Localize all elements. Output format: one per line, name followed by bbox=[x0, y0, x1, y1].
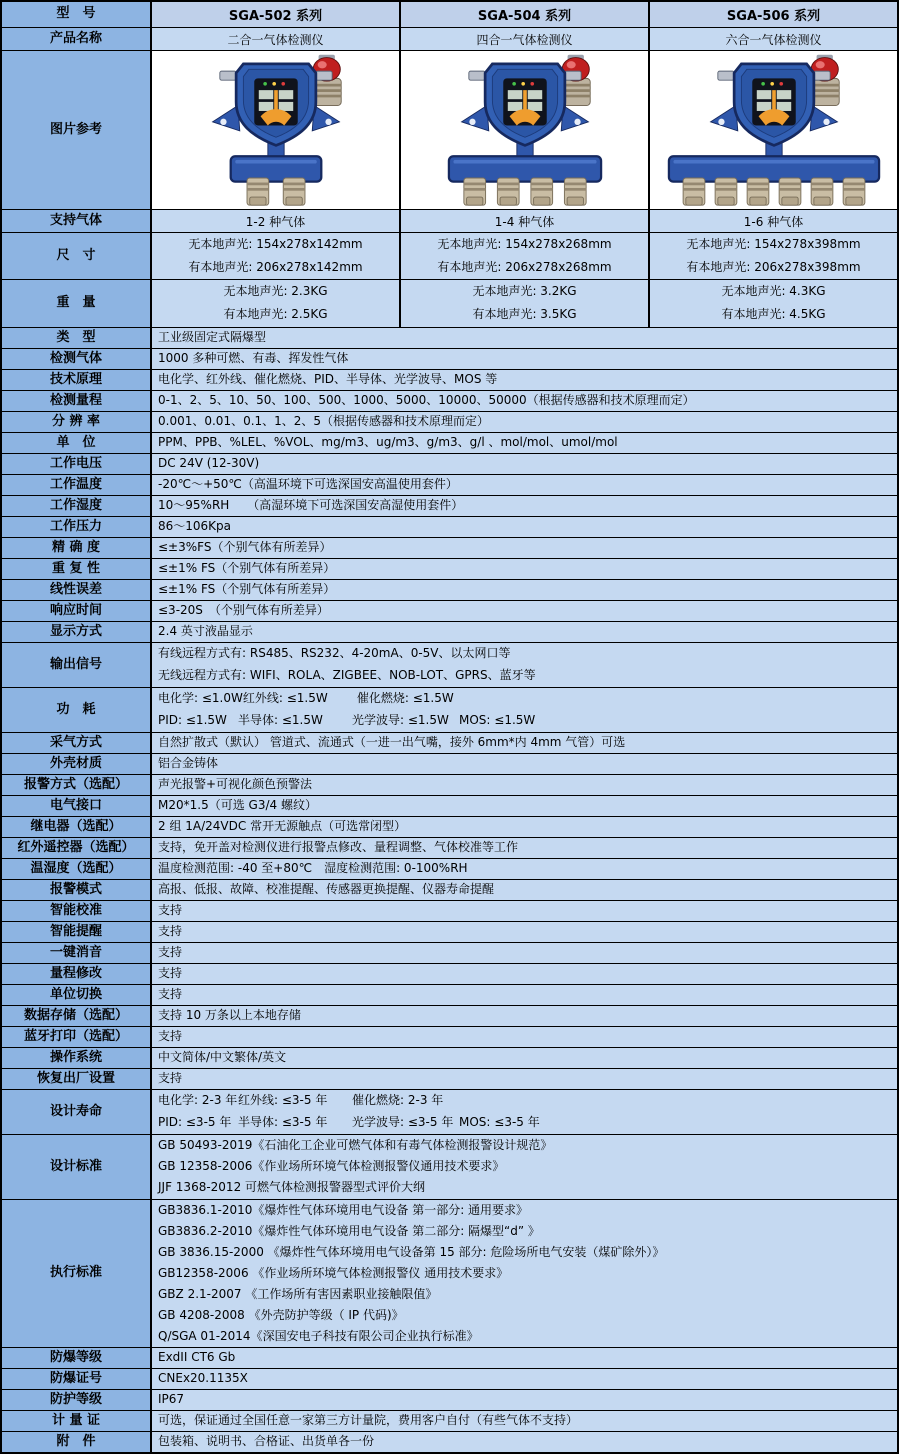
spec-label: 报警模式 bbox=[2, 880, 152, 900]
spec-label: 温湿度（选配） bbox=[2, 859, 152, 879]
spec-value-text: GB3836.1-2010《爆炸性气体环境用电气设备 第一部分: 通用要求》 bbox=[158, 1202, 529, 1217]
spec-row bbox=[2, 754, 897, 775]
spec-value bbox=[152, 733, 897, 753]
spec-row bbox=[2, 838, 897, 859]
product-image-sga504 bbox=[401, 51, 650, 209]
spec-label: 继电器（选配） bbox=[2, 817, 152, 837]
spec-value bbox=[152, 559, 897, 579]
gas-detector-illustration bbox=[662, 53, 886, 207]
spec-label: 设计寿命 bbox=[2, 1090, 152, 1134]
spec-row bbox=[2, 901, 897, 922]
spec-value bbox=[152, 349, 897, 369]
supported-gas-label: 支持气体 bbox=[2, 210, 152, 232]
spec-value-text: 光学波导: ≤3-5 年 bbox=[352, 1115, 454, 1130]
spec-value-text: IP67 bbox=[158, 1392, 185, 1407]
product-name-row bbox=[2, 28, 897, 51]
spec-row bbox=[2, 1432, 897, 1452]
spec-label: 一键消音 bbox=[2, 943, 152, 963]
spec-row bbox=[2, 859, 897, 880]
spec-value bbox=[152, 922, 897, 942]
spec-value bbox=[152, 1027, 897, 1047]
spec-value-text: GB12358-2006 《作业场所环境气体检测报警仪 通用技术要求》 bbox=[158, 1265, 509, 1280]
spec-value-text: PID: ≤3-5 年 bbox=[158, 1115, 232, 1130]
spec-label: 数据存储（选配） bbox=[2, 1006, 152, 1026]
spec-row bbox=[2, 538, 897, 559]
gas-detector-illustration bbox=[413, 53, 637, 207]
spec-row bbox=[2, 1369, 897, 1390]
spec-value-text: 高报、低报、故障、校准提醒、传感器更换提醒、仪器寿命提醒 bbox=[158, 882, 495, 897]
spec-row bbox=[2, 391, 897, 412]
spec-label: 检测气体 bbox=[2, 349, 152, 369]
spec-value-text: PID: ≤1.5W bbox=[158, 713, 227, 728]
spec-value bbox=[152, 328, 897, 348]
spec-row bbox=[2, 1069, 897, 1090]
spec-value-text: PPM、PPB、%LEL、%VOL、mg/m3、ug/m3、g/m3、g/l 、mol/mol、umol/mol bbox=[158, 435, 618, 450]
spec-label: 设计标准 bbox=[2, 1135, 152, 1199]
spec-value bbox=[152, 985, 897, 1005]
weight-3: 无本地声光: 4.3KG 有本地声光: 4.5KG bbox=[650, 280, 897, 327]
spec-label: 显示方式 bbox=[2, 622, 152, 642]
spec-row bbox=[2, 1200, 897, 1348]
spec-row bbox=[2, 370, 897, 391]
size-1: 无本地声光: 154x278x142mm 有本地声光: 206x278x142mm bbox=[152, 233, 401, 279]
product-name-1: 二合一气体检测仪 bbox=[152, 28, 401, 50]
spec-row bbox=[2, 559, 897, 580]
size-2: 无本地声光: 154x278x268mm 有本地声光: 206x278x268mm bbox=[401, 233, 650, 279]
spec-value bbox=[152, 688, 897, 732]
spec-value-text: GBZ 2.1-2007 《工作场所有害因素职业接触限值》 bbox=[158, 1286, 438, 1301]
spec-value bbox=[152, 622, 897, 642]
spec-label: 工作温度 bbox=[2, 475, 152, 495]
gas-count-2: 1-4 种气体 bbox=[401, 210, 650, 232]
spec-value-text: 自然扩散式（默认） 管道式、流通式（一进一出气嘴，接外 6mm*内 4mm 气管）可选 bbox=[158, 735, 626, 750]
spec-value-text: 支持 bbox=[158, 945, 183, 960]
spec-label: 执行标准 bbox=[2, 1200, 152, 1347]
spec-label: 精 确 度 bbox=[2, 538, 152, 558]
spec-value bbox=[152, 1390, 897, 1410]
spec-value-text: GB 50493-2019《石油化工企业可燃气体和有毒气体检测报警设计规范》 bbox=[158, 1137, 553, 1152]
spec-label: 防护等级 bbox=[2, 1390, 152, 1410]
spec-value-text: GB 4208-2008 《外壳防护等级（ IP 代码)》 bbox=[158, 1307, 404, 1322]
size-3: 无本地声光: 154x278x398mm 有本地声光: 206x278x398mm bbox=[650, 233, 897, 279]
spec-row bbox=[2, 880, 897, 901]
spec-value-text: -20℃～+50℃（高温环境下可选深国安高温使用套件） bbox=[158, 477, 458, 492]
spec-label: 防爆证号 bbox=[2, 1369, 152, 1389]
spec-value bbox=[152, 391, 897, 411]
spec-value-text: 支持 10 万条以上本地存储 bbox=[158, 1008, 301, 1023]
spec-row bbox=[2, 349, 897, 370]
spec-value-text: 中文简体/中文繁体/英文 bbox=[158, 1050, 287, 1065]
spec-value-text: ≤±1% FS（个别气体有所差异） bbox=[158, 582, 336, 597]
spec-value-text: M20*1.5（可选 G3/4 螺纹） bbox=[158, 798, 317, 813]
spec-value-text: GB 12358-2006《作业场所环境气体检测报警仪通用技术要求》 bbox=[158, 1159, 505, 1174]
spec-value-text: CNEx20.1135X bbox=[158, 1371, 248, 1386]
product-name-label: 产品名称 bbox=[2, 28, 152, 50]
spec-row bbox=[2, 817, 897, 838]
spec-value-text: 红外线: ≤1.5W bbox=[242, 691, 328, 706]
spec-value-text: 支持 bbox=[158, 1071, 183, 1086]
spec-value bbox=[152, 517, 897, 537]
spec-row bbox=[2, 622, 897, 643]
gas-detector-illustration bbox=[164, 53, 388, 207]
spec-value bbox=[152, 817, 897, 837]
spec-label: 计 量 证 bbox=[2, 1411, 152, 1431]
spec-row bbox=[2, 580, 897, 601]
spec-value-text: ≤±1% FS（个别气体有所差异） bbox=[158, 561, 336, 576]
spec-row bbox=[2, 1027, 897, 1048]
spec-row bbox=[2, 1411, 897, 1432]
size-row bbox=[2, 233, 897, 280]
spec-value-text: 0-1、2、5、10、50、100、500、1000、5000、10000、50000（根据传感器和技术原理而定） bbox=[158, 393, 695, 408]
spec-value-text: 无线远程方式有: WIFI、ROLA、ZIGBEE、NOB-LOT、GPRS、蓝牙等 bbox=[158, 668, 536, 683]
product-image-sga506 bbox=[650, 51, 897, 209]
spec-row bbox=[2, 1348, 897, 1369]
spec-row bbox=[2, 733, 897, 754]
weight-2: 无本地声光: 3.2KG 有本地声光: 3.5KG bbox=[401, 280, 650, 327]
spec-label: 线性误差 bbox=[2, 580, 152, 600]
spec-value-text: GB3836.2-2010《爆炸性气体环境用电气设备 第二部分: 隔爆型“d” 》 bbox=[158, 1223, 540, 1238]
spec-value-text: 支持 bbox=[158, 1029, 183, 1044]
spec-value bbox=[152, 943, 897, 963]
spec-label: 防爆等级 bbox=[2, 1348, 152, 1368]
spec-label: 单位切换 bbox=[2, 985, 152, 1005]
model-sga502: SGA-502 系列 bbox=[152, 2, 401, 27]
spec-label: 检测量程 bbox=[2, 391, 152, 411]
spec-value bbox=[152, 601, 897, 621]
gas-count-1: 1-2 种气体 bbox=[152, 210, 401, 232]
spec-value-text: 支持 bbox=[158, 987, 183, 1002]
spec-value-text: 包装箱、说明书、合格证、出货单各一份 bbox=[158, 1434, 375, 1449]
spec-value-text: 86～106Kpa bbox=[158, 519, 232, 534]
model-label: 型 号 bbox=[2, 2, 152, 27]
spec-value bbox=[152, 496, 897, 516]
spec-value-text: 电化学、红外线、催化燃烧、PID、半导体、光学波导、MOS 等 bbox=[158, 372, 498, 387]
spec-value-text: 温度检测范围: -40 至+80℃ 湿度检测范围: 0-100%RH bbox=[158, 861, 468, 876]
spec-label: 技术原理 bbox=[2, 370, 152, 390]
spec-value bbox=[152, 643, 897, 687]
spec-value bbox=[152, 1090, 897, 1134]
spec-value-text: GB 3836.15-2000 《爆炸性气体环境用电气设备第 15 部分: 危险场所电气安装（煤矿除外）》 bbox=[158, 1244, 665, 1259]
spec-value-text: 电化学: 2-3 年 bbox=[158, 1093, 238, 1108]
spec-value-text: 可选，保证通过全国任意一家第三方计量院，费用客户自付（有些气体不支持） bbox=[158, 1413, 579, 1428]
spec-label: 蓝牙打印（选配） bbox=[2, 1027, 152, 1047]
model-row bbox=[2, 2, 897, 28]
spec-row bbox=[2, 475, 897, 496]
spec-value-text: 电化学: ≤1.0W bbox=[158, 691, 243, 706]
spec-label: 功 耗 bbox=[2, 688, 152, 732]
spec-value bbox=[152, 775, 897, 795]
gas-count-3: 1-6 种气体 bbox=[650, 210, 897, 232]
spec-label: 工作湿度 bbox=[2, 496, 152, 516]
spec-value-text: Q/SGA 01-2014《深国安电子科技有限公司企业执行标准》 bbox=[158, 1328, 479, 1343]
spec-value-text: ExdII CT6 Gb bbox=[158, 1350, 236, 1365]
spec-label: 分 辨 率 bbox=[2, 412, 152, 432]
spec-value bbox=[152, 412, 897, 432]
spec-label: 输出信号 bbox=[2, 643, 152, 687]
spec-label: 电气接口 bbox=[2, 796, 152, 816]
spec-value-text: 0.001、0.01、0.1、1、2、5（根据传感器和技术原理而定） bbox=[158, 414, 490, 429]
spec-value-text: 铝合金铸体 bbox=[158, 756, 219, 771]
spec-value-text: JJF 1368-2012 可燃气体检测报警器型式评价大纲 bbox=[158, 1180, 426, 1195]
image-row bbox=[2, 51, 897, 210]
spec-value-text: 光学波导: ≤1.5W bbox=[352, 713, 449, 728]
spec-row bbox=[2, 433, 897, 454]
spec-value-text: 2 组 1A/24VDC 常开无源触点（可选常闭型） bbox=[158, 819, 407, 834]
spec-value bbox=[152, 433, 897, 453]
spec-row bbox=[2, 496, 897, 517]
spec-value bbox=[152, 1006, 897, 1026]
spec-label: 量程修改 bbox=[2, 964, 152, 984]
spec-value-text: DC 24V (12-30V) bbox=[158, 456, 260, 471]
spec-value bbox=[152, 538, 897, 558]
spec-row bbox=[2, 796, 897, 817]
spec-label: 重 复 性 bbox=[2, 559, 152, 579]
spec-row bbox=[2, 517, 897, 538]
spec-rows bbox=[2, 328, 897, 1452]
spec-label: 操作系统 bbox=[2, 1048, 152, 1068]
spec-value bbox=[152, 1048, 897, 1068]
spec-label: 单 位 bbox=[2, 433, 152, 453]
spec-value bbox=[152, 1135, 897, 1199]
spec-row bbox=[2, 601, 897, 622]
spec-value bbox=[152, 880, 897, 900]
model-sga506: SGA-506 系列 bbox=[650, 2, 897, 27]
spec-value bbox=[152, 1369, 897, 1389]
weight-label: 重 量 bbox=[2, 280, 152, 327]
spec-value-text: MOS: ≤1.5W bbox=[459, 713, 536, 728]
spec-value-text: 催化燃烧: ≤1.5W bbox=[356, 691, 454, 706]
spec-value bbox=[152, 1200, 897, 1347]
spec-label: 响应时间 bbox=[2, 601, 152, 621]
spec-label: 工作压力 bbox=[2, 517, 152, 537]
spec-value-text: 有线远程方式有: RS485、RS232、4-20mA、0-5V、以太网口等 bbox=[158, 646, 511, 661]
spec-row bbox=[2, 943, 897, 964]
spec-value bbox=[152, 796, 897, 816]
spec-value-text: 支持，免开盖对检测仪进行报警点修改、量程调整、气体校准等工作 bbox=[158, 840, 519, 855]
spec-value-text: 半导体: ≤1.5W bbox=[238, 713, 323, 728]
image-label: 图片参考 bbox=[2, 51, 152, 209]
weight-1: 无本地声光: 2.3KG 有本地声光: 2.5KG bbox=[152, 280, 401, 327]
spec-value bbox=[152, 964, 897, 984]
spec-value-text: ≤±3%FS（个别气体有所差异） bbox=[158, 540, 332, 555]
spec-row bbox=[2, 412, 897, 433]
spec-label: 采气方式 bbox=[2, 733, 152, 753]
spec-label: 附 件 bbox=[2, 1432, 152, 1452]
spec-row bbox=[2, 328, 897, 349]
spec-value-text: MOS: ≤3-5 年 bbox=[459, 1115, 540, 1130]
spec-row bbox=[2, 688, 897, 733]
spec-label: 恢复出厂设置 bbox=[2, 1069, 152, 1089]
spec-value-text: 支持 bbox=[158, 966, 183, 981]
spec-row bbox=[2, 775, 897, 796]
spec-value-text: 声光报警+可视化颜色预警法 bbox=[158, 777, 313, 792]
spec-value bbox=[152, 1348, 897, 1368]
supported-gas-row bbox=[2, 210, 897, 233]
spec-value-text: 支持 bbox=[158, 924, 183, 939]
spec-value-text: 半导体: ≤3-5 年 bbox=[238, 1115, 328, 1130]
spec-value-text: 10～95%RH （高湿环境下可选深国安高湿使用套件） bbox=[158, 498, 464, 513]
spec-value-text: 1000 多种可燃、有毒、挥发性气体 bbox=[158, 351, 349, 366]
spec-value-text: 支持 bbox=[158, 903, 183, 918]
product-image-sga502 bbox=[152, 51, 401, 209]
spec-value bbox=[152, 754, 897, 774]
spec-value-text: 催化燃烧: 2-3 年 bbox=[352, 1093, 444, 1108]
spec-label: 类 型 bbox=[2, 328, 152, 348]
spec-row bbox=[2, 1135, 897, 1200]
spec-row bbox=[2, 1390, 897, 1411]
model-sga504: SGA-504 系列 bbox=[401, 2, 650, 27]
spec-value bbox=[152, 1411, 897, 1431]
product-name-2: 四合一气体检测仪 bbox=[401, 28, 650, 50]
spec-row bbox=[2, 1006, 897, 1027]
spec-value-text: 2.4 英寸液晶显示 bbox=[158, 624, 253, 639]
spec-value bbox=[152, 838, 897, 858]
spec-row bbox=[2, 922, 897, 943]
size-label: 尺 寸 bbox=[2, 233, 152, 279]
spec-label: 工作电压 bbox=[2, 454, 152, 474]
spec-value bbox=[152, 475, 897, 495]
spec-row bbox=[2, 985, 897, 1006]
spec-row bbox=[2, 1048, 897, 1069]
spec-value bbox=[152, 370, 897, 390]
spec-label: 红外遥控器（选配） bbox=[2, 838, 152, 858]
spec-value bbox=[152, 454, 897, 474]
weight-row bbox=[2, 280, 897, 328]
spec-row bbox=[2, 964, 897, 985]
product-name-3: 六合一气体检测仪 bbox=[650, 28, 897, 50]
spec-label: 外壳材质 bbox=[2, 754, 152, 774]
spec-row bbox=[2, 454, 897, 475]
spec-value bbox=[152, 1069, 897, 1089]
spec-value bbox=[152, 580, 897, 600]
spec-value bbox=[152, 1432, 897, 1452]
spec-value-text: 工业级固定式隔爆型 bbox=[158, 330, 267, 345]
spec-label: 报警方式（选配） bbox=[2, 775, 152, 795]
spec-label: 智能提醒 bbox=[2, 922, 152, 942]
spec-row bbox=[2, 1090, 897, 1135]
spec-label: 智能校准 bbox=[2, 901, 152, 921]
spec-value bbox=[152, 901, 897, 921]
spec-value bbox=[152, 859, 897, 879]
spec-row bbox=[2, 643, 897, 688]
spec-value-text: ≤3-20S （个别气体有所差异） bbox=[158, 603, 329, 618]
spec-value-text: 红外线: ≤3-5 年 bbox=[238, 1093, 328, 1108]
